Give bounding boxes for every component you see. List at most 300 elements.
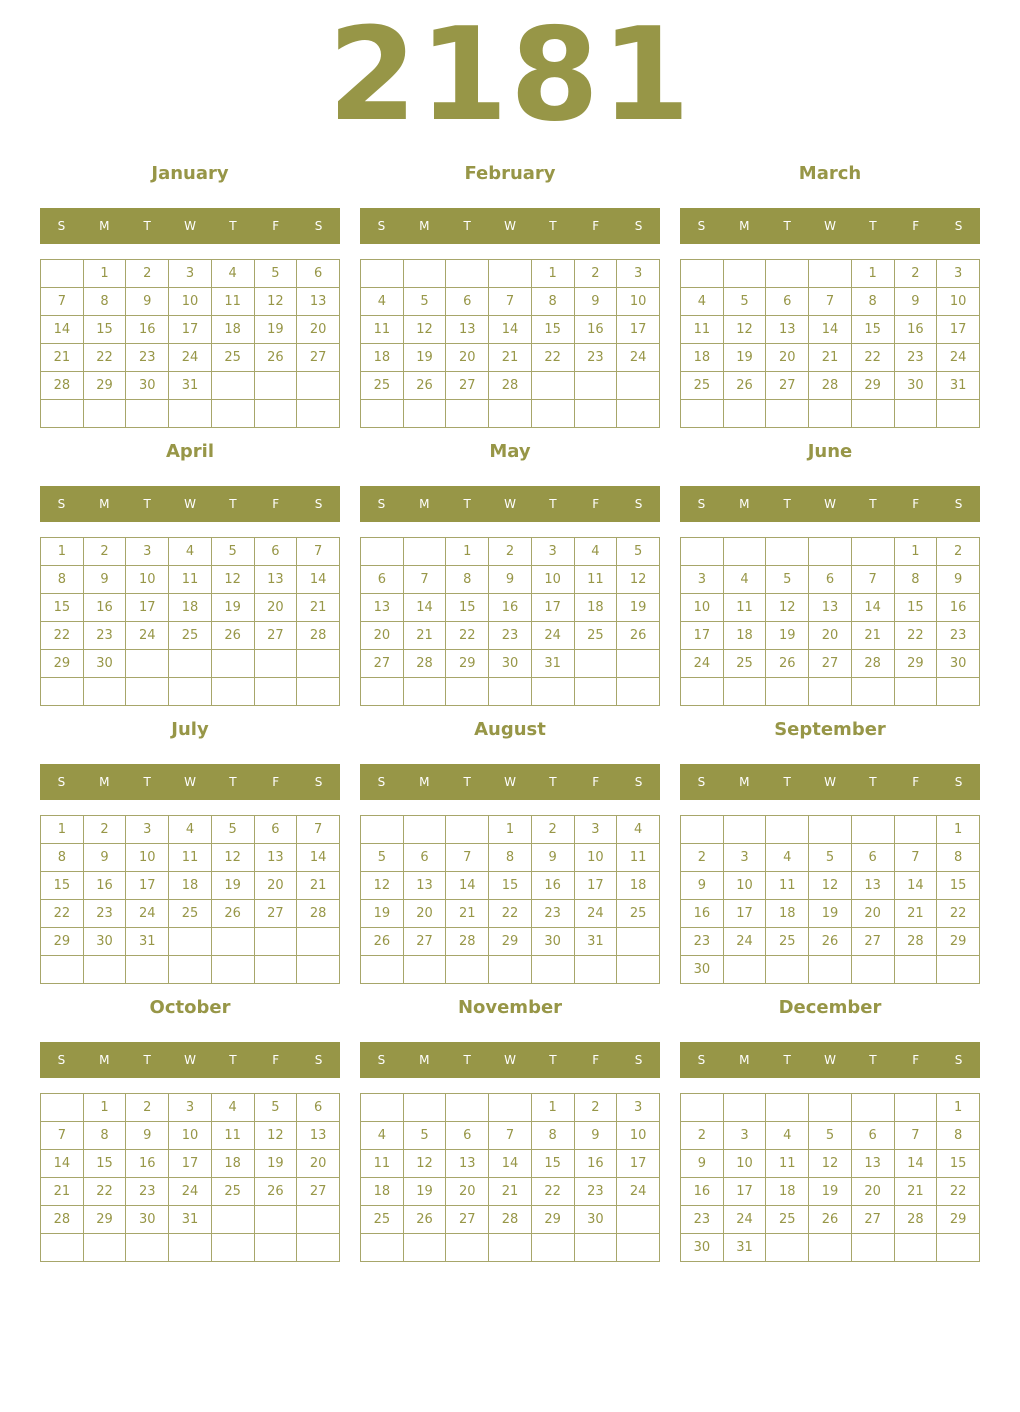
day-cell [851,538,894,566]
weekday-header [360,486,660,522]
day-cell: 28 [894,1206,937,1234]
day-cell [254,678,297,706]
day-cell: 14 [403,594,446,622]
day-grid [360,259,660,428]
week-row [41,816,340,844]
day-cell: 29 [937,1206,980,1234]
day-cell [489,260,532,288]
day-cell: 15 [83,316,126,344]
day-cell [211,928,254,956]
week-row [361,1094,660,1122]
day-cell: 25 [169,622,212,650]
day-grid [40,259,340,428]
day-cell: 30 [574,1206,617,1234]
day-cell [766,1094,809,1122]
day-cell: 25 [169,900,212,928]
day-cell: 29 [446,650,489,678]
day-cell: 12 [211,844,254,872]
day-grid [360,815,660,984]
day-cell [126,1234,169,1262]
day-cell: 28 [41,1206,84,1234]
day-cell: 10 [126,844,169,872]
day-cell: 10 [723,872,766,900]
day-cell [809,816,852,844]
day-cell: 8 [531,1122,574,1150]
day-cell: 4 [211,260,254,288]
weekday-label: T [229,219,237,233]
day-cell: 10 [169,1122,212,1150]
day-cell: 6 [446,1122,489,1150]
day-cell: 8 [446,566,489,594]
week-row [361,594,660,622]
day-cell: 29 [83,1206,126,1234]
day-cell [766,956,809,984]
day-cell: 11 [361,316,404,344]
weekday-label: T [869,219,877,233]
day-cell: 6 [766,288,809,316]
day-cell: 20 [254,872,297,900]
day-cell: 8 [83,288,126,316]
day-cell: 27 [297,344,340,372]
weekday-label: W [824,775,836,789]
day-cell: 6 [851,1122,894,1150]
day-cell [766,260,809,288]
day-cell: 2 [681,1122,724,1150]
day-cell: 12 [809,1150,852,1178]
day-cell: 31 [126,928,169,956]
day-cell: 3 [126,538,169,566]
day-cell [361,678,404,706]
day-cell: 16 [574,316,617,344]
weekday-label: T [143,1053,151,1067]
week-row [41,1234,340,1262]
week-row [41,1150,340,1178]
week-row [41,288,340,316]
day-cell: 26 [723,372,766,400]
day-cell: 2 [126,260,169,288]
weekday-header [40,208,340,244]
day-cell: 29 [41,928,84,956]
day-cell: 23 [489,622,532,650]
week-row [361,650,660,678]
day-cell: 15 [937,1150,980,1178]
day-cell: 18 [617,872,660,900]
weekday-label: M [739,775,750,789]
day-cell [489,1234,532,1262]
day-cell [851,400,894,428]
day-cell: 24 [531,622,574,650]
day-cell: 1 [531,1094,574,1122]
day-cell: 15 [41,872,84,900]
day-cell: 25 [361,372,404,400]
day-cell: 2 [937,538,980,566]
day-cell: 13 [403,872,446,900]
day-cell: 11 [211,288,254,316]
day-cell: 25 [211,1178,254,1206]
weekday-label: W [184,1053,196,1067]
weekday-label: T [229,497,237,511]
day-cell: 18 [574,594,617,622]
day-cell: 3 [169,260,212,288]
day-cell: 2 [489,538,532,566]
day-cell: 16 [894,316,937,344]
weekday-label: S [954,219,963,233]
day-cell: 28 [446,928,489,956]
weekday-label: T [549,775,557,789]
day-cell [723,260,766,288]
day-cell [681,538,724,566]
day-cell [723,538,766,566]
day-cell: 27 [297,1178,340,1206]
week-row [681,400,980,428]
weekday-label: S [634,497,643,511]
week-row [681,1178,980,1206]
day-cell: 13 [766,316,809,344]
day-cell [41,1234,84,1262]
day-cell: 9 [126,1122,169,1150]
day-cell: 13 [254,566,297,594]
day-cell [403,678,446,706]
week-row [681,316,980,344]
day-cell: 23 [126,344,169,372]
day-cell: 1 [489,816,532,844]
day-grid [680,537,980,706]
day-cell: 11 [681,316,724,344]
day-cell [211,650,254,678]
day-cell: 7 [894,844,937,872]
week-row [361,316,660,344]
day-cell: 5 [361,844,404,872]
day-cell [617,1206,660,1234]
day-cell: 28 [489,372,532,400]
day-cell: 25 [361,1206,404,1234]
week-row [681,622,980,650]
day-cell: 3 [937,260,980,288]
day-cell: 31 [937,372,980,400]
day-cell [254,1234,297,1262]
day-cell: 1 [531,260,574,288]
day-cell [489,400,532,428]
weekday-label: S [314,219,323,233]
day-cell: 9 [894,288,937,316]
day-cell: 14 [489,316,532,344]
day-cell: 12 [254,288,297,316]
day-cell: 22 [446,622,489,650]
day-cell: 20 [297,1150,340,1178]
day-grid [680,815,980,984]
day-cell: 31 [574,928,617,956]
day-cell: 26 [254,344,297,372]
day-cell [254,956,297,984]
week-row [41,1206,340,1234]
week-row [41,622,340,650]
day-cell: 21 [41,344,84,372]
day-cell: 17 [531,594,574,622]
day-cell: 27 [446,1206,489,1234]
week-row [681,928,980,956]
day-cell [254,650,297,678]
day-cell [211,1234,254,1262]
weekday-label: W [504,1053,516,1067]
day-cell: 31 [723,1234,766,1262]
day-cell: 19 [723,344,766,372]
day-cell: 8 [41,566,84,594]
day-cell [723,400,766,428]
day-cell: 31 [169,1206,212,1234]
day-cell: 28 [809,372,852,400]
day-cell [211,372,254,400]
weekday-label: W [504,497,516,511]
day-cell [766,400,809,428]
weekday-label: F [912,497,920,511]
day-cell: 24 [617,1178,660,1206]
weekday-label: W [184,497,196,511]
day-cell: 30 [894,372,937,400]
day-cell: 6 [297,1094,340,1122]
day-cell [361,956,404,984]
day-cell [83,1234,126,1262]
weekday-label: S [314,497,323,511]
day-cell: 15 [531,1150,574,1178]
day-cell: 6 [446,288,489,316]
day-cell: 7 [297,816,340,844]
weekday-label: T [463,775,471,789]
month-title: May [489,441,531,462]
day-cell [809,538,852,566]
day-cell [254,400,297,428]
day-cell [809,260,852,288]
day-cell: 22 [489,900,532,928]
day-cell: 8 [83,1122,126,1150]
day-cell: 7 [41,1122,84,1150]
weekday-label: W [504,775,516,789]
day-cell: 9 [83,844,126,872]
day-cell: 11 [617,844,660,872]
day-cell: 22 [531,344,574,372]
weekday-label: M [419,775,430,789]
day-cell: 16 [681,900,724,928]
day-cell [403,538,446,566]
weekday-header [680,1042,980,1078]
day-cell [723,956,766,984]
day-cell: 17 [126,594,169,622]
day-cell: 5 [254,1094,297,1122]
weekday-label: T [869,497,877,511]
day-cell: 30 [489,650,532,678]
weekday-label: S [57,219,66,233]
day-cell [681,816,724,844]
day-cell: 19 [254,1150,297,1178]
day-cell [126,650,169,678]
weekday-label: M [739,497,750,511]
day-cell: 5 [723,288,766,316]
day-cell [894,1094,937,1122]
day-cell: 9 [574,1122,617,1150]
weekday-label: T [869,775,877,789]
day-cell [169,678,212,706]
weekday-label: F [912,219,920,233]
day-cell: 14 [297,844,340,872]
day-cell: 23 [531,900,574,928]
week-row [681,900,980,928]
day-cell: 8 [894,566,937,594]
weekday-label: M [739,219,750,233]
day-cell [531,1234,574,1262]
day-cell: 28 [297,622,340,650]
day-cell [446,400,489,428]
day-cell: 3 [531,538,574,566]
day-cell: 7 [894,1122,937,1150]
day-cell: 5 [403,288,446,316]
weekday-label: F [912,1053,920,1067]
day-cell: 17 [723,900,766,928]
day-cell: 28 [41,372,84,400]
day-cell: 13 [361,594,404,622]
weekday-label: W [504,219,516,233]
day-cell: 29 [41,650,84,678]
day-cell: 24 [681,650,724,678]
day-cell: 13 [851,1150,894,1178]
weekday-label: T [463,497,471,511]
weekday-label: S [954,1053,963,1067]
day-cell: 20 [851,900,894,928]
weekday-label: S [57,497,66,511]
day-cell: 5 [766,566,809,594]
week-row [681,816,980,844]
day-cell: 22 [937,1178,980,1206]
day-cell [681,678,724,706]
day-cell: 21 [894,1178,937,1206]
day-cell: 20 [446,1178,489,1206]
day-cell [851,678,894,706]
day-cell: 16 [126,1150,169,1178]
day-cell: 26 [403,372,446,400]
day-cell: 5 [809,1122,852,1150]
weekday-label: T [549,219,557,233]
day-cell [446,816,489,844]
day-cell: 11 [574,566,617,594]
day-cell [297,678,340,706]
day-cell: 7 [446,844,489,872]
day-cell: 21 [297,594,340,622]
day-cell: 1 [83,1094,126,1122]
day-cell [254,1206,297,1234]
day-grid [360,1093,660,1262]
weekday-label: T [463,1053,471,1067]
day-cell: 22 [83,1178,126,1206]
week-row [41,928,340,956]
day-cell [211,400,254,428]
day-cell [211,678,254,706]
day-cell: 3 [723,844,766,872]
day-cell: 22 [41,900,84,928]
day-cell: 31 [531,650,574,678]
weekday-header [360,208,660,244]
day-cell: 25 [766,928,809,956]
weekday-label: T [143,497,151,511]
day-cell [809,956,852,984]
day-cell: 26 [766,650,809,678]
day-cell: 29 [937,928,980,956]
day-cell: 2 [83,538,126,566]
day-cell: 13 [297,288,340,316]
weekday-label: W [824,219,836,233]
day-cell [297,928,340,956]
day-cell: 28 [403,650,446,678]
day-cell: 24 [937,344,980,372]
day-cell: 2 [681,844,724,872]
week-row [681,1150,980,1178]
day-cell: 12 [211,566,254,594]
day-cell: 30 [531,928,574,956]
day-cell: 26 [254,1178,297,1206]
weekday-label: M [419,219,430,233]
day-cell: 17 [169,1150,212,1178]
month-title: March [798,163,862,184]
day-cell: 20 [446,344,489,372]
day-cell [126,400,169,428]
day-cell [766,1234,809,1262]
weekday-label: T [143,219,151,233]
week-row [41,538,340,566]
day-cell: 24 [723,928,766,956]
day-cell: 15 [894,594,937,622]
day-cell: 27 [446,372,489,400]
day-cell: 29 [894,650,937,678]
day-cell [83,678,126,706]
year-title: 2181 [327,1,693,150]
weekday-label: T [229,1053,237,1067]
week-row [361,1178,660,1206]
day-cell: 3 [126,816,169,844]
day-cell: 6 [297,260,340,288]
day-cell: 29 [83,372,126,400]
weekday-label: F [272,775,280,789]
day-cell: 29 [489,928,532,956]
day-cell [446,1094,489,1122]
day-cell: 9 [681,872,724,900]
day-cell: 27 [766,372,809,400]
weekday-label: S [314,1053,323,1067]
weekday-label: S [697,1053,706,1067]
day-cell [361,538,404,566]
day-cell [766,816,809,844]
week-row [41,594,340,622]
day-cell [809,678,852,706]
day-cell [403,260,446,288]
day-cell: 7 [851,566,894,594]
day-grid [680,1093,980,1262]
day-cell [446,1234,489,1262]
weekday-header [680,208,980,244]
week-row [41,678,340,706]
day-cell [574,956,617,984]
day-cell: 31 [169,372,212,400]
day-cell [617,1234,660,1262]
day-cell [83,400,126,428]
day-cell [894,678,937,706]
day-cell: 8 [41,844,84,872]
day-cell [937,400,980,428]
day-cell [446,956,489,984]
day-cell: 27 [254,622,297,650]
day-cell: 5 [211,538,254,566]
day-cell: 30 [126,372,169,400]
day-cell [617,956,660,984]
weekday-label: T [463,219,471,233]
day-cell: 28 [489,1206,532,1234]
day-cell: 20 [851,1178,894,1206]
